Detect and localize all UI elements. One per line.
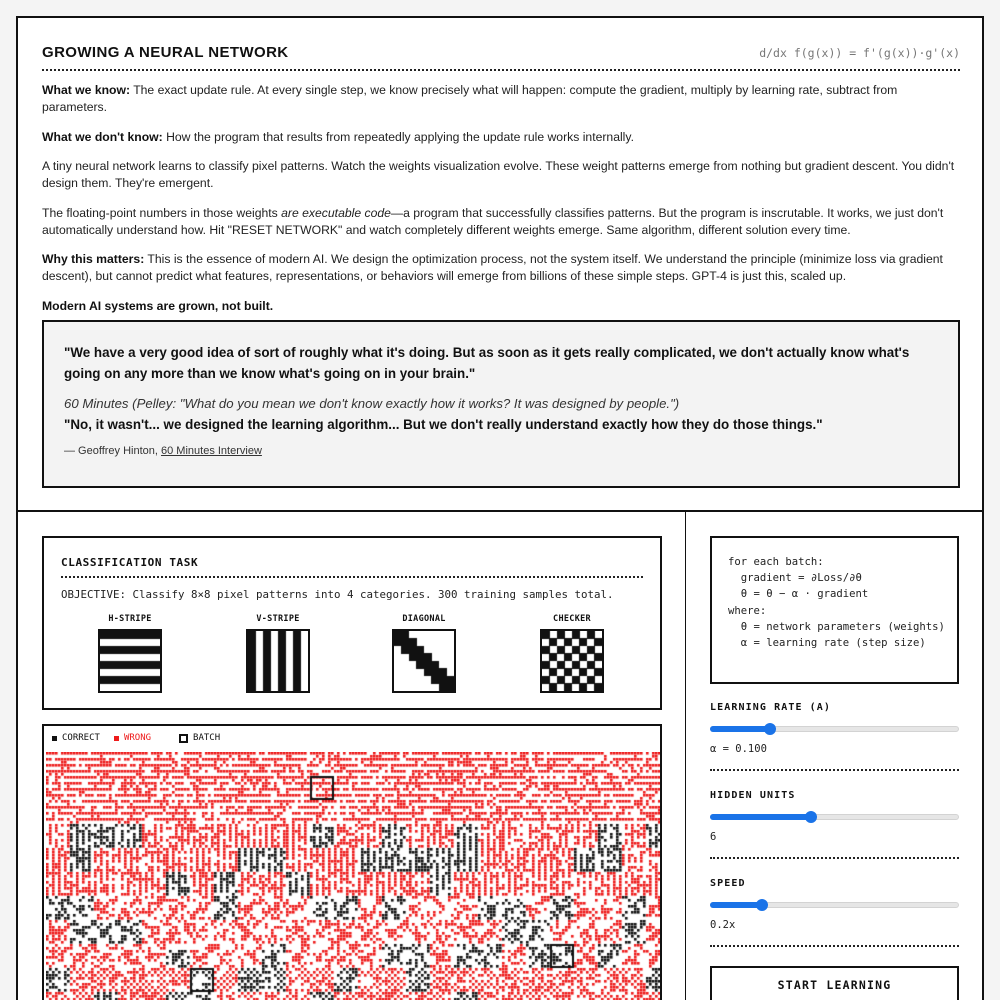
intro-panel xyxy=(16,16,984,512)
speed-value: 0.2x xyxy=(710,919,736,931)
quote-line-2: "No, it wasn't... we designed the learning algorithm... But we don't really understand exactly how they do those things." xyxy=(64,417,823,432)
legend xyxy=(52,731,234,745)
learning-rate-value: α = 0.100 xyxy=(710,743,767,755)
algorithm-line: θ = θ − α · gradient xyxy=(728,588,869,601)
learning-rate-control xyxy=(710,702,959,771)
hinton-quote xyxy=(42,320,960,488)
what-we-dont-know-label: What we don't know: xyxy=(42,129,163,144)
pattern-label: V-STRIPE xyxy=(256,614,300,624)
pattern-checker xyxy=(540,614,604,693)
legend-wrong-label: WRONG xyxy=(123,733,152,743)
quote-line-1: "We have a very good idea of sort of roughly what it's doing. But as soon as it gets really complicated, we don't actually know what's going on any more than we know what's going on in your brain." xyxy=(64,345,910,381)
what-we-know-text: The exact update rule. At every single step, we know precisely what will happen: compute the gradient, multiply by learning rate, subtract from parameters. xyxy=(42,83,898,114)
learning-rate-label: LEARNING RATE (Α) xyxy=(710,702,832,713)
learning-rate-slider[interactable] xyxy=(710,723,959,735)
p4-text-b: —a program that successfully classifies patterns. But the program is inscrutable. It works, we just don't automatically understand how. Hit "RESET NETWORK" and watch completely different weights emerge. Same algorithm, different solution every time. xyxy=(42,205,944,237)
algorithm-line: θ = network parameters (weights) xyxy=(728,620,945,633)
legend-correct-label: CORRECT xyxy=(62,733,100,743)
pattern-diagonal xyxy=(392,614,456,693)
pattern-label: DIAGONAL xyxy=(402,614,446,624)
correct-swatch-icon xyxy=(52,736,57,741)
slider-fill xyxy=(710,814,811,820)
what-we-dont-know xyxy=(42,129,962,146)
attribution-prefix: — Geoffrey Hinton, xyxy=(64,445,162,457)
main-panel xyxy=(16,510,686,1000)
conclusion-text: Modern AI systems are grown, not built. xyxy=(42,298,274,313)
algorithm-line: α = learning rate (step size) xyxy=(728,637,926,650)
samples-grid xyxy=(46,752,660,1000)
pattern-h-stripe xyxy=(98,614,162,693)
intro-text xyxy=(42,82,962,327)
what-we-dont-know-text: How the program that results from repeatedly applying the update rule works internally. xyxy=(162,129,634,144)
controls-panel xyxy=(685,510,984,1000)
hidden-units-label: HIDDEN UNITS xyxy=(710,790,796,801)
what-we-know-label: What we know: xyxy=(42,83,131,97)
algorithm-box xyxy=(710,536,959,684)
legend-batch-label: BATCH xyxy=(193,733,221,743)
hidden-units-value: 6 xyxy=(710,831,717,843)
task-divider xyxy=(61,576,643,578)
p4-emphasis: are executable code xyxy=(281,205,391,220)
slider-thumb[interactable] xyxy=(805,811,817,823)
algorithm-line: gradient = ∂Loss/∂θ xyxy=(728,572,862,585)
diagonal-icon xyxy=(392,629,456,693)
pattern-v-stripe xyxy=(246,614,310,693)
classification-task xyxy=(42,536,662,710)
legend-correct xyxy=(52,733,100,743)
quote-attribution xyxy=(64,445,938,457)
what-we-know xyxy=(42,82,962,116)
algorithm-line: for each batch: xyxy=(728,556,824,568)
v-stripe-icon xyxy=(246,629,310,693)
legend-batch xyxy=(165,733,220,743)
speed-control xyxy=(710,878,959,947)
divider xyxy=(710,945,959,947)
batch-swatch-icon xyxy=(179,734,188,743)
chain-rule-formula: d/dx f(g(x)) = f'(g(x))·g'(x) xyxy=(759,46,960,60)
pattern-examples xyxy=(98,614,608,694)
algorithm-line: where: xyxy=(728,604,767,617)
hidden-units-control xyxy=(710,790,959,859)
quote-context: 60 Minutes (Pelley: "What do you mean we don't know exactly how it works? It was designed by people.") xyxy=(64,396,680,411)
slider-fill xyxy=(710,902,762,908)
why-this-matters-text: This is the essence of modern AI. We design the optimization process, not the system itself. We understand the principle (minimize loss via gradient descent), but cannot predict what features, representations, or behaviors will emerge from billions of these simple steps. GPT-4 is just this, scaled up. xyxy=(42,252,943,283)
legend-wrong xyxy=(114,733,151,743)
divider xyxy=(710,769,959,771)
slider-thumb[interactable] xyxy=(756,899,768,911)
speed-label: SPEED xyxy=(710,878,746,889)
h-stripe-icon xyxy=(98,629,162,693)
title-divider xyxy=(42,69,960,71)
checker-icon xyxy=(540,629,604,693)
slider-fill xyxy=(710,726,770,732)
task-title: CLASSIFICATION TASK xyxy=(61,556,199,569)
intro-paragraph-4 xyxy=(42,205,962,239)
samples-visualization xyxy=(42,724,662,1000)
task-objective: OBJECTIVE: Classify 8×8 pixel patterns into 4 categories. 300 training samples total. xyxy=(61,588,614,601)
conclusion xyxy=(42,298,962,315)
pattern-label: CHECKER xyxy=(553,614,591,624)
why-this-matters xyxy=(42,251,962,285)
header xyxy=(42,42,960,72)
pattern-label: H-STRIPE xyxy=(108,614,152,624)
speed-slider[interactable] xyxy=(710,899,959,911)
why-this-matters-label: Why this matters: xyxy=(42,252,145,266)
interview-link[interactable]: 60 Minutes Interview xyxy=(161,445,262,457)
hidden-units-slider[interactable] xyxy=(710,811,959,823)
wrong-swatch-icon xyxy=(114,736,119,741)
start-learning-button[interactable]: START LEARNING xyxy=(710,966,959,1000)
divider xyxy=(710,857,959,859)
p4-text-a: The floating-point numbers in those weights xyxy=(42,205,282,220)
page-title: GROWING A NEURAL NETWORK xyxy=(42,44,289,61)
slider-thumb[interactable] xyxy=(764,723,776,735)
intro-paragraph-3: A tiny neural network learns to classify pixel patterns. Watch the weights visualization evolve. These weight patterns emerge from nothing but gradient descent. You didn't design them. They're emergent. xyxy=(42,159,955,190)
